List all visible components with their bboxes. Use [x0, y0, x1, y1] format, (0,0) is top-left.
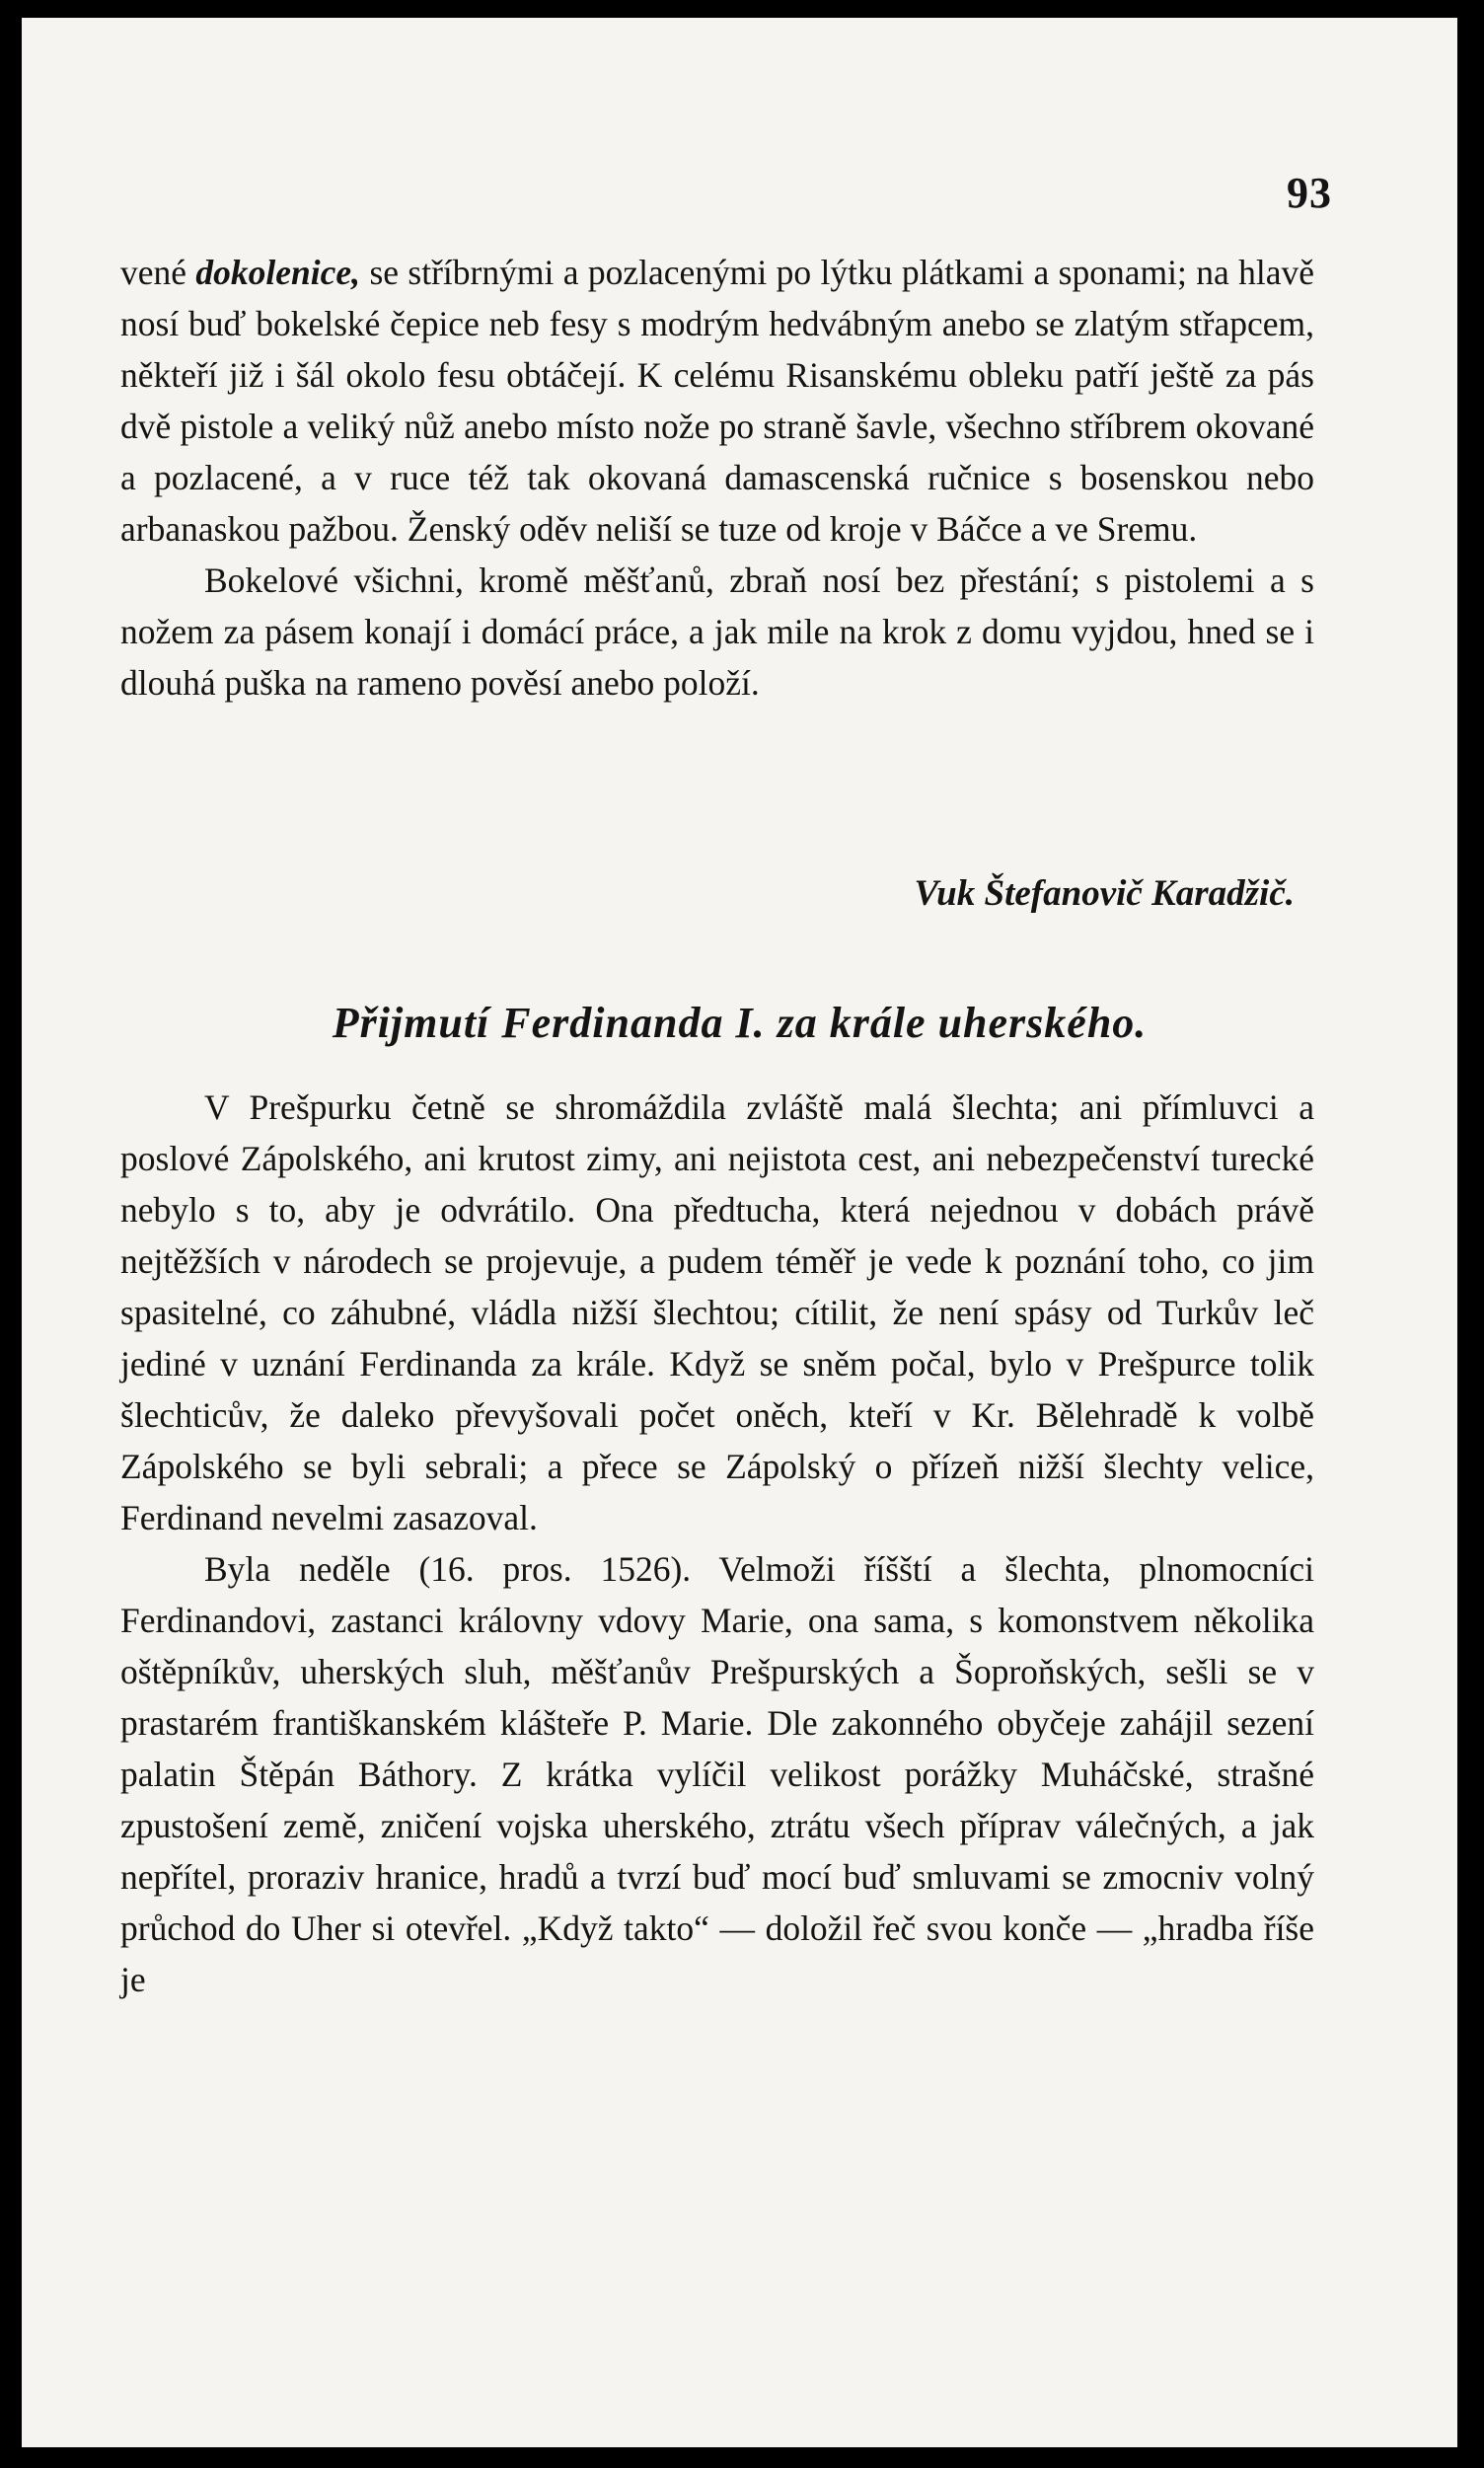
section2-text — [120, 1082, 1314, 2005]
section2-paragraph-1: V Prešpurku četně se shromáždila zvláště malá šlechta; ani přímluvci a poslové Zápolského, ani krutost zimy, ani nejistota cest, ani nebezpečenství turecké nebylo s to, aby je odvrátilo. Ona předtucha, která nejednou v dobách právě nejtěžších v národech se projevuje, a pudem téměř je vede k poznání toho, co jim spasitelné, co záhubné, vládla nižší šlechtou; cítilit, že není spásy od Turkův leč jediné v uznání Ferdinanda za krále. Když se sněm počal, bylo v Prešpurce tolik šlechticův, že daleko převyšovali počet oněch, kteří v Kr. Bělehradě k volbě Zápolského se byli sebrali; a přece se Zápolský o přízeň nižší šlechty velice, Ferdinand nevelmi zasazoval. — [120, 1087, 1314, 1537]
section1-text — [120, 247, 1314, 709]
section-heading: Přijmutí Ferdinanda I. za krále uherského. — [332, 999, 1148, 1047]
section1-paragraph-1 — [120, 247, 1314, 555]
page-number: 93 — [1287, 169, 1332, 217]
section1-p1-emphasis: dokolenice, — [195, 253, 361, 292]
section1-paragraph-2: Bokelové všichni, kromě měšťanů, zbraň nosí bez přestání; s pistolemi a s nožem za pásem konají i domácí práce, a jak mile na krok z domu vyjdou, hned se i dlouhá puška na rameno pověsí anebo položí. — [120, 561, 1314, 703]
section1-p1-rest: se stříbrnými a pozlacenými po lýtku plátkami a sponami; na hlavě nosí buď bokelské čepice neb fesy s modrým hedvábným anebo se zlatým střapcem, někteří již i šál okolo fesu obtáčejí. K celému Risanskému obleku patří ještě za pás dvě pistole a veliký nůž anebo místo nože po straně šavle, všechno stříbrem okované a pozlacené, a v ruce též tak okovaná damascenská ručnice s bosenskou nebo arbanaskou pažbou. Ženský oděv neliší se tuze od kroje v Báčce a ve Sremu. — [120, 253, 1314, 549]
attribution: Vuk Štefanovič Karadžič. — [914, 873, 1295, 914]
section2-paragraph-2: Byla neděle (16. pros. 1526). Velmoži říšští a šlechta, plnomocníci Ferdinandovi, zastanci královny vdovy Marie, ona sama, s komonstvem několika oštěpníkův, uherských sluh, měšťanův Prešpurských a Šoproňských, sešli se v prastarém františkanském klášteře P. Marie. Dle zakonného obyčeje zahájil sezení palatin Štěpán Báthory. Z krátka vylíčil velikost porážky Muháčské, strašné zpustošení země, zničení vojska uherského, ztrátu všech příprav válečných, a jak nepřítel, proraziv hranice, hradů a tvrzí buď mocí buď smluvami se zmocniv volný průchod do Uher si otevřel. „Když takto“ — doložil řeč svou konče — „hradba říše je — [120, 1549, 1314, 1999]
book-page — [22, 18, 1457, 2447]
section1-p1-lead: vené — [120, 253, 196, 292]
